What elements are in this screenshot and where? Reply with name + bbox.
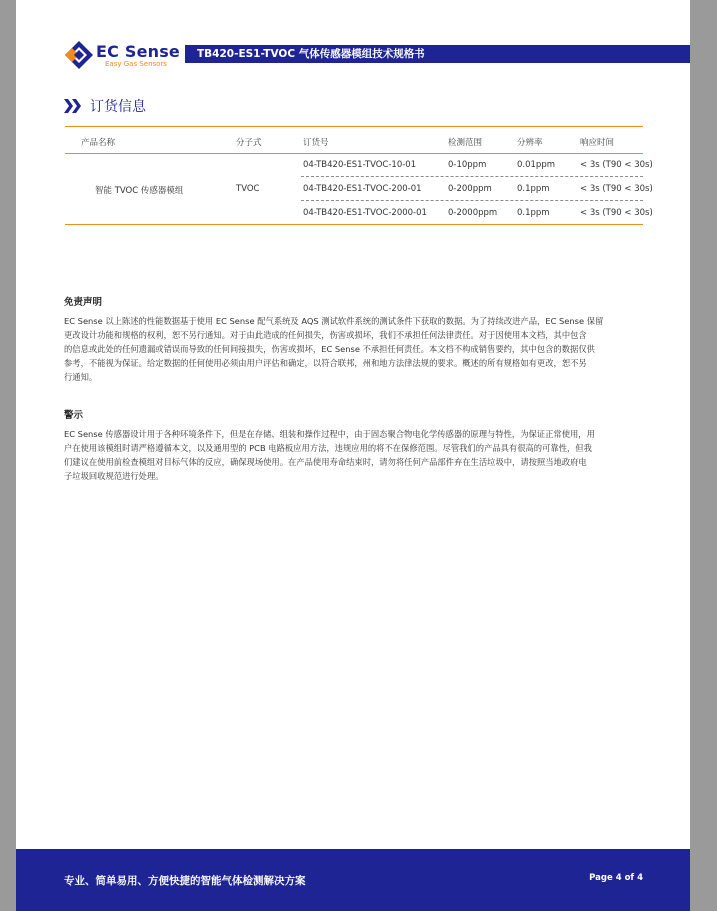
- warning-text: [64, 427, 644, 483]
- section-title: 订货信息: [90, 99, 146, 115]
- formula-cell: TVOC: [236, 184, 260, 194]
- brand-tagline: Easy Gas Sensors: [105, 60, 167, 68]
- col-header-formula: 分子式: [236, 138, 262, 148]
- col-header-resolution: 分辨率: [517, 138, 543, 148]
- order-no-cell: 04-TB420-ES1-TVOC-200-01: [303, 184, 422, 194]
- product-name-cell: 智能 TVOC 传感器模组: [95, 186, 184, 196]
- brand-logo: [64, 40, 194, 70]
- page-number: Page 4 of 4: [589, 873, 643, 883]
- table-top-rule: [65, 126, 643, 127]
- text-line: 更改设计功能和规格的权利，恕不另行通知。对于由此造成的任何损失，伤害或损坏，我们不承担任何法律责任。对于因使用本文档，其中包含: [64, 330, 587, 340]
- row-divider: [301, 200, 643, 201]
- row-divider: [301, 176, 643, 177]
- document-title: TB420-ES1-TVOC 气体传感器模组技术规格书: [185, 45, 690, 63]
- double-chevron-right-icon: [64, 99, 82, 113]
- document-page: [16, 0, 690, 911]
- text-line: 参考，不能视为保证。给定数据的任何使用必须由用户评估和确定，以符合联邦，州和地方法律法规的要求。概述的所有规格如有更改，恕不另: [64, 358, 587, 368]
- disclaimer-text: [64, 314, 644, 384]
- text-line: EC Sense 传感器设计用于各种环境条件下，但是在存储、组装和操作过程中，由于固态聚合物电化学传感器的原理与特性，为保证正常使用，用: [64, 429, 595, 439]
- disclaimer-section: [64, 294, 644, 384]
- page-footer: [16, 849, 690, 911]
- col-header-product: 产品名称: [81, 138, 116, 148]
- text-line: 户在使用该模组时请严格遵循本文，以及通用型的 PCB 电路板应用方法，违规应用的将不在保修范围。尽管我们的产品具有很高的可靠性，但我: [64, 443, 592, 453]
- range-cell: 0-10ppm: [448, 160, 487, 170]
- col-header-order-no: 订货号: [303, 138, 329, 148]
- text-line: 的信息或此处的任何遗漏或错误而导致的任何间接损失，伤害或损坏，EC Sense 不承担任何责任。本文档不构成销售要约，其中包含的数据仅供: [64, 344, 595, 354]
- col-header-response: 响应时间: [580, 138, 615, 148]
- col-header-range: 检测范围: [448, 138, 483, 148]
- text-line: 行通知。: [64, 372, 98, 382]
- ec-sense-logo-icon: [64, 40, 94, 70]
- response-cell: < 3s (T90 < 30s): [580, 184, 653, 194]
- range-cell: 0-200ppm: [448, 184, 492, 194]
- response-cell: < 3s (T90 < 30s): [580, 208, 653, 218]
- table-bottom-rule: [65, 224, 643, 225]
- warning-title: 警示: [64, 410, 84, 421]
- text-line: 子垃圾回收规范进行处理。: [64, 471, 164, 481]
- resolution-cell: 0.01ppm: [517, 160, 555, 170]
- text-line: 们建议在使用前检查模组对目标气体的反应，确保现场使用。在产品使用寿命结束时，请勿将任何产品部件弃在生活垃圾中，请按照当地政府电: [64, 457, 587, 467]
- response-cell: < 3s (T90 < 30s): [580, 160, 653, 170]
- order-no-cell: 04-TB420-ES1-TVOC-10-01: [303, 160, 417, 170]
- order-no-cell: 04-TB420-ES1-TVOC-2000-01: [303, 208, 427, 218]
- warning-section: [64, 407, 644, 483]
- resolution-cell: 0.1ppm: [517, 184, 550, 194]
- disclaimer-title: 免责声明: [64, 297, 103, 308]
- range-cell: 0-2000ppm: [448, 208, 498, 218]
- footer-slogan: 专业、简单易用、方便快捷的智能气体检测解决方案: [64, 875, 306, 887]
- table-header-rule: [65, 153, 643, 154]
- brand-name: EC Sense: [96, 42, 180, 61]
- resolution-cell: 0.1ppm: [517, 208, 550, 218]
- text-line: EC Sense 以上陈述的性能数据基于使用 EC Sense 配气系统及 AQS 测试软件系统的测试条件下获取的数据。为了持续改进产品，EC Sense 保留: [64, 316, 604, 326]
